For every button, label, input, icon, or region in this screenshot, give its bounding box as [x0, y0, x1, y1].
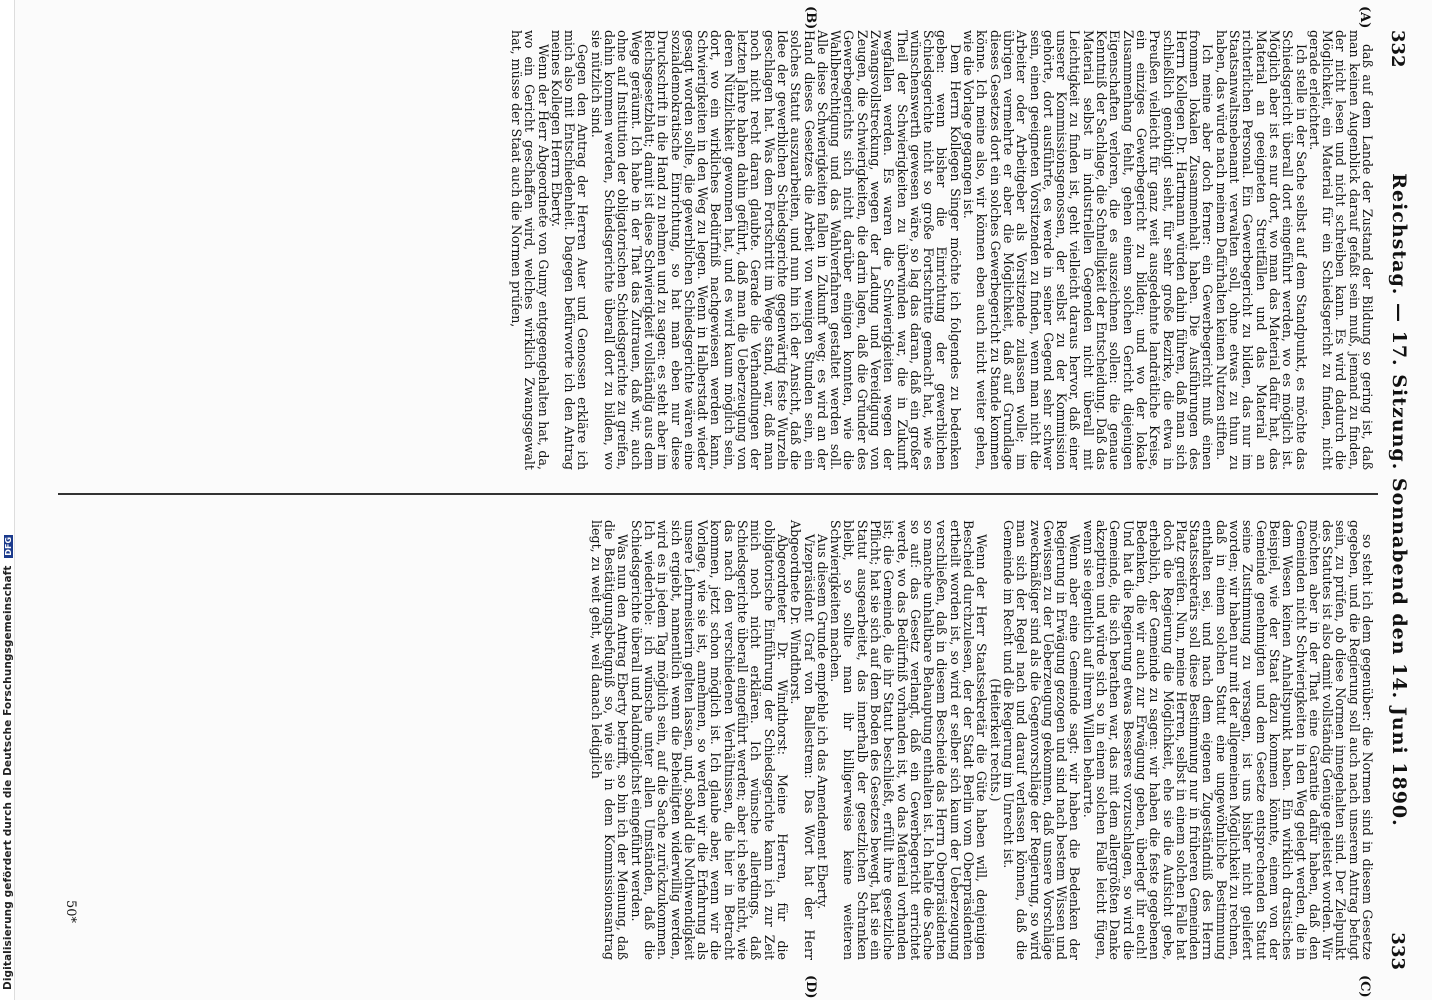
stage-direction: (Heiterkeit rechts.) — [987, 678, 1003, 802]
paragraph: Gegen den Antrag der Herren Auer und Genossen erkläre ich mich also mit Entschiedenheit. Dagegen befürworte ich den Antrag meines Kollegen Herrn Eberty. — [548, 30, 591, 470]
speaker-paragraph: Vizepräsident Graf von Ballestrem: Das Wort hat der Herr Abgeordnete Dr. Windthorst. — [788, 520, 817, 960]
margin-marker-d: (D) — [803, 975, 818, 999]
paragraph: Was nun den Antrag Eberty betrifft, so bin ich der Meinung, daß die Bestätigungsbefugniß so, wie sie in dem Kommissionsantrag liegt, zu weit geht, weil danach lediglich — [588, 520, 631, 960]
digitization-credit-text: Digitalisierung gefördert durch die Deutsche Forschungsgemeinschaft — [2, 565, 14, 990]
paragraph: daß auf dem Lande der Zustand der Bildung so gering ist, daß man keinen Augenblick darauf gefaßt sein muß, jemand zu finden, der nicht lesen und nicht schreiben kann. Es wird dadurch die Möglichkeit, ein Material für ein Schiedsgericht zu finden, nicht gerade erleichtert. — [1306, 30, 1375, 470]
paragraph: Aus diesem Grunde empfehle ich das Amendement Eberty. — [814, 534, 830, 910]
paragraph: Wenn aber eine Gemeinde sagt: wir haben die Bedenken der Regierung in Erwägung gezogen und sind nach bestem Wissen und Gewissen zu der Ueberzeugung gekommen, daß unsere Vorschläge zweckmäßiger sind als die Gegenvorschläge der Regierung, so wird man sich der Regel nach und darauf verlassen können, daß die Gemeinde im Recht und die Regierung im Unrecht ist. — [1000, 520, 1083, 960]
margin-marker-a: (A) — [1357, 6, 1372, 29]
page-header — [1382, 30, 1412, 970]
paragraph: Wenn der Herr Abgeordnete von Gumy entgegengehalten hat, da, wo ein Gericht geschaffen wird, welches wirklich Zwangsgewalt hat, müsse der Staat auch die Normen prüfen, — [509, 30, 551, 470]
paragraph: Dem Herrn Kollegen Singer möchte ich folgendes zu bedenken geben: wenn bisher die Einrichtung der gewerblichen Schiedsgerichte nicht so große Fortschritte gemacht hat, wie es wünschenswerth gewesen wäre, so lag das daran, daß ein großer Theil der Schwierigkeiten zu überwinden war, die in Zukunft wegfallen werden. Es waren die Schwierigkeiten wegen der Zwangsvollstreckung, wegen der Ladung und Vereidigung von Zeugen, die Schwierigkeiten, die darin lagen, daß die Gründer des Gewerbegerichts sich nicht darüber einigen konnten, wie die Wahlberechtigung und das Wahlverfahren gestaltet werden soll. Alle diese Schwierigkeiten fallen in Zukunft weg; es wird an der Hand dieses Gesetzes die Arbeit von wenigen Stunden sein, ein solches Statut auszuarbeiten, und nun hin ich der Ansicht, daß die Idee der gewerblichen Schiedsgerichte gegenwärtig feste Wurzeln geschlagen hat. Was dem Fortschritt im Wege stand, war, daß man noch nicht recht daran glaubte. Gerade die Verhandlungen der letzten Jahre haben dahin geführt, daß man die Ueberzeugung von deren Nützlichkeit gewonnen hat, und es wird kaum möglich sein, dort, wo ein wirkliches Bedürfniß nachgewiesen werden kann, Schwierigkeiten in den Weg zu legen. Wenn in Halberstadt wieder gesagt worden sollte, die gewerblichen Schiedsgerichte wären eine sozialdemokratische Einrichtung, so hat man eben nur diese Druckschrift in die Hand zu nehmen und zu sagen: es steht aber im Reichsgesetzblatt; damit ist diese Schwierigkeit vollständig aus dem Wege geräumt. Ich habe in der That das Zutrauen, daß wir, auch ohne auf Institution der obligatorischen Schiedsgerichte zu greifen, dahin kommen werden, Schiedsgerichte überall dort zu bilden, wo sie nützlich sind. — [588, 30, 963, 470]
margin-marker-c: (C) — [1357, 975, 1372, 998]
column-divider — [58, 493, 1378, 495]
digitization-credit — [2, 535, 14, 990]
right-column — [589, 520, 1374, 960]
paragraph: Ich meine aber doch ferner: ein Gewerbegericht muß einen frommen lokalen Zusammenhalt haben. Die Ausführungen des Herrn Kollegen Dr. Hartmann würden dahin führen, daß man sich schließlich genöthigt sieht, für sehr große Bezirke, die etwa in Preußen vielleicht für ganz weit ausgedehnte landrätliche Kreise, ein einziges Gewerbegericht zu bilden; und wo der lokale Zusammenhang fehlt, gehen einem solchen Gericht diejenigen Eigenschaften verloren, die es auszeichnen sollen: die genaue Kenntniß der Sachlage, die Schnelligkeit der Entscheidung. Daß das Material selbst in industriellen Gegenden nicht überall mit Leichtigkeit zu finden ist, geht vielleicht daraus hervor, daß einer unserer Kommissionsgenossen, der selbst zu der Kommission gehörte, dort ausführte, es werde in seiner Gegend sehr schwer sein, einen geeigneten Vorsitzenden zu finden, wenn man nicht die Arbeiter oder Arbeitgeber als Vorsitzende zulassen wolle; im übrigen vermehrte er aber die Möglichkeit, daß auf Grundlage dieses Gesetzes dort ein solches Gewerbegericht zu Stande kommen könne. Ich meine also, wir können eben auch nicht weiter gehen, wie die Vorlage gegangen ist. — [961, 30, 1216, 470]
margin-marker-b: (B) — [803, 6, 818, 30]
scanned-page — [28, 0, 1418, 1000]
page-number-right: 333 — [1387, 932, 1408, 970]
paragraph: Ich stelle in der Sache selbst auf dem Standpunkt, es möchte das Schiedsgericht überall dort eingeführt werden, wo es möglich ist. Möglich aber ist es nur dort, wo man das Material dafür hat, das Material an geeigneten Streitfällen und das Material an richterlichen Personal. Ein Gewerbegericht zu bilden, das nur im Staatsanwaltsnebenamt verwalten soll, ohne etwas zu thun zu haben, das würde nach meinem Dafürhalten keinen Nutzen stiften. — [1213, 30, 1309, 470]
paragraph: Wenn der Herr Staatssekretär die Güte haben will, denjenigen Bescheid durchzulesen, der der Stadt Berlin vom Oberpräsidenten ertheilt worden ist, so wird er selber sich kaum der Ueberzeugung verschließen, daß in diesem Bescheide das Herrn Oberpräsidenten so manche unhaltbare Behauptung enthalten ist. Ich halte die Sache so auf: das Gesetz verlangt, daß ein Gewerbegericht errichtet werde, wo das Bedürfniß vorhanden ist, wo das Material vorhanden ist; die Gemeinde, die ihr Statut beschließt, erfüllt ihre gesetzliche Pflicht; hat sie sich auf dem Boden des Gesetzes bewegt, hat sie ein Statut ausgearbeitet, das innerhalb der gesetzlichen Schranken bleibt, so sollte man ihr billigerweise keine weiteren Schwierigkeiten machen. — [828, 520, 990, 960]
speaker-paragraph: Abgeordneter Dr. Windthorst: Meine Herren, für die obligatorische Einführung der Schiedsgerichte kann ich zur Zeit mich noch nicht erklären. Ich wünsche allerdings, daß Schiedsgerichte überall eingeführt werden; aber ich sehe nicht, wie das nach den verschiedenen Verhältnissen, die hier in Betracht kommen, jetzt schon möglich ist. Ich glaube aber, wenn wir die Vorlage, wie sie ist, annehmen, so werden wir die Erfahrung als unsere Lehrmeisterin gelten lassen, und, sobald die Nothwendigkeit sich ergiebt, namentlich wenn die Beheiligten widerwillig werden, wird es in jedem Tag möglich sein, auf die Sache zurückzukommen. Ich wiederhole: ich wünsche unter allen Umständen, daß die Schiedsgerichte überall und baldmöglichst eingeführt werden. — [628, 520, 790, 960]
running-title: Reichstag. — 17. Sitzung. Sonnabend den 14. Juni 1890. — [1388, 173, 1410, 827]
left-column — [510, 30, 1374, 470]
sheet-signature: 50* — [63, 900, 78, 924]
paragraph: so steht ich dem gegenüber: die Normen sind in diesem Gesetze gegeben, und die Regierung soll auch nach unserem Antrag befugt sein, zu prüfen, ob diese Normen innegehalten sind. Der Zielpunkt des Statutes ist also damit vollständig Genüge geleistet worden. Wir möchten aber in der That eine Garantie dafür haben, daß den Gemeinden nicht Schwierigkeiten in den Weg gelegt werden, die in dem Wesen keinen Anhaltspunkt haben. Ein wirklich drastisches Beispiel, wie der Staat dazu kommen könnte, einem von der Gemeinde genehmigten und dem Gesetze entsprechenden Statut seine Zustimmung zu versagen, ist uns bisher nicht geliefert worden; wir haben nur mit der allgemeinen Möglichkeit zu rechnen, daß in einem solchen Statut eine ungewöhnliche Bestimmung enthalten sei, und nach dem eigenen Zugeständniß des Herrn Staatssekretärs soll diese Bestimmung nur in früheren Gemeinden Platz greifen. Nun, meine Herren, selbst in einem solchen Falle hat doch die Regierung die Möglichkeit, ehe sie die Aufsicht gebe, erheblich, der Gemeinde zu sagen: wir haben die feste gegebenen Bedenken, die wir auch zur Erwägung geben, überlegt ihr euch! Und hat die Regierung etwas Besseres vorzuschlagen, so wird die Gemeinde, die sich berathen war, das mit dem allergrößten Danke akzeptiren und würde sich so in einem solchen Falle leicht fügen, wenn sie eigentlich auf ihrem Willen beharrte. — [1080, 520, 1375, 960]
page-number-left: 332 — [1387, 30, 1408, 68]
dfg-logo: DFG — [4, 536, 13, 556]
digitization-strip — [0, 0, 15, 1000]
